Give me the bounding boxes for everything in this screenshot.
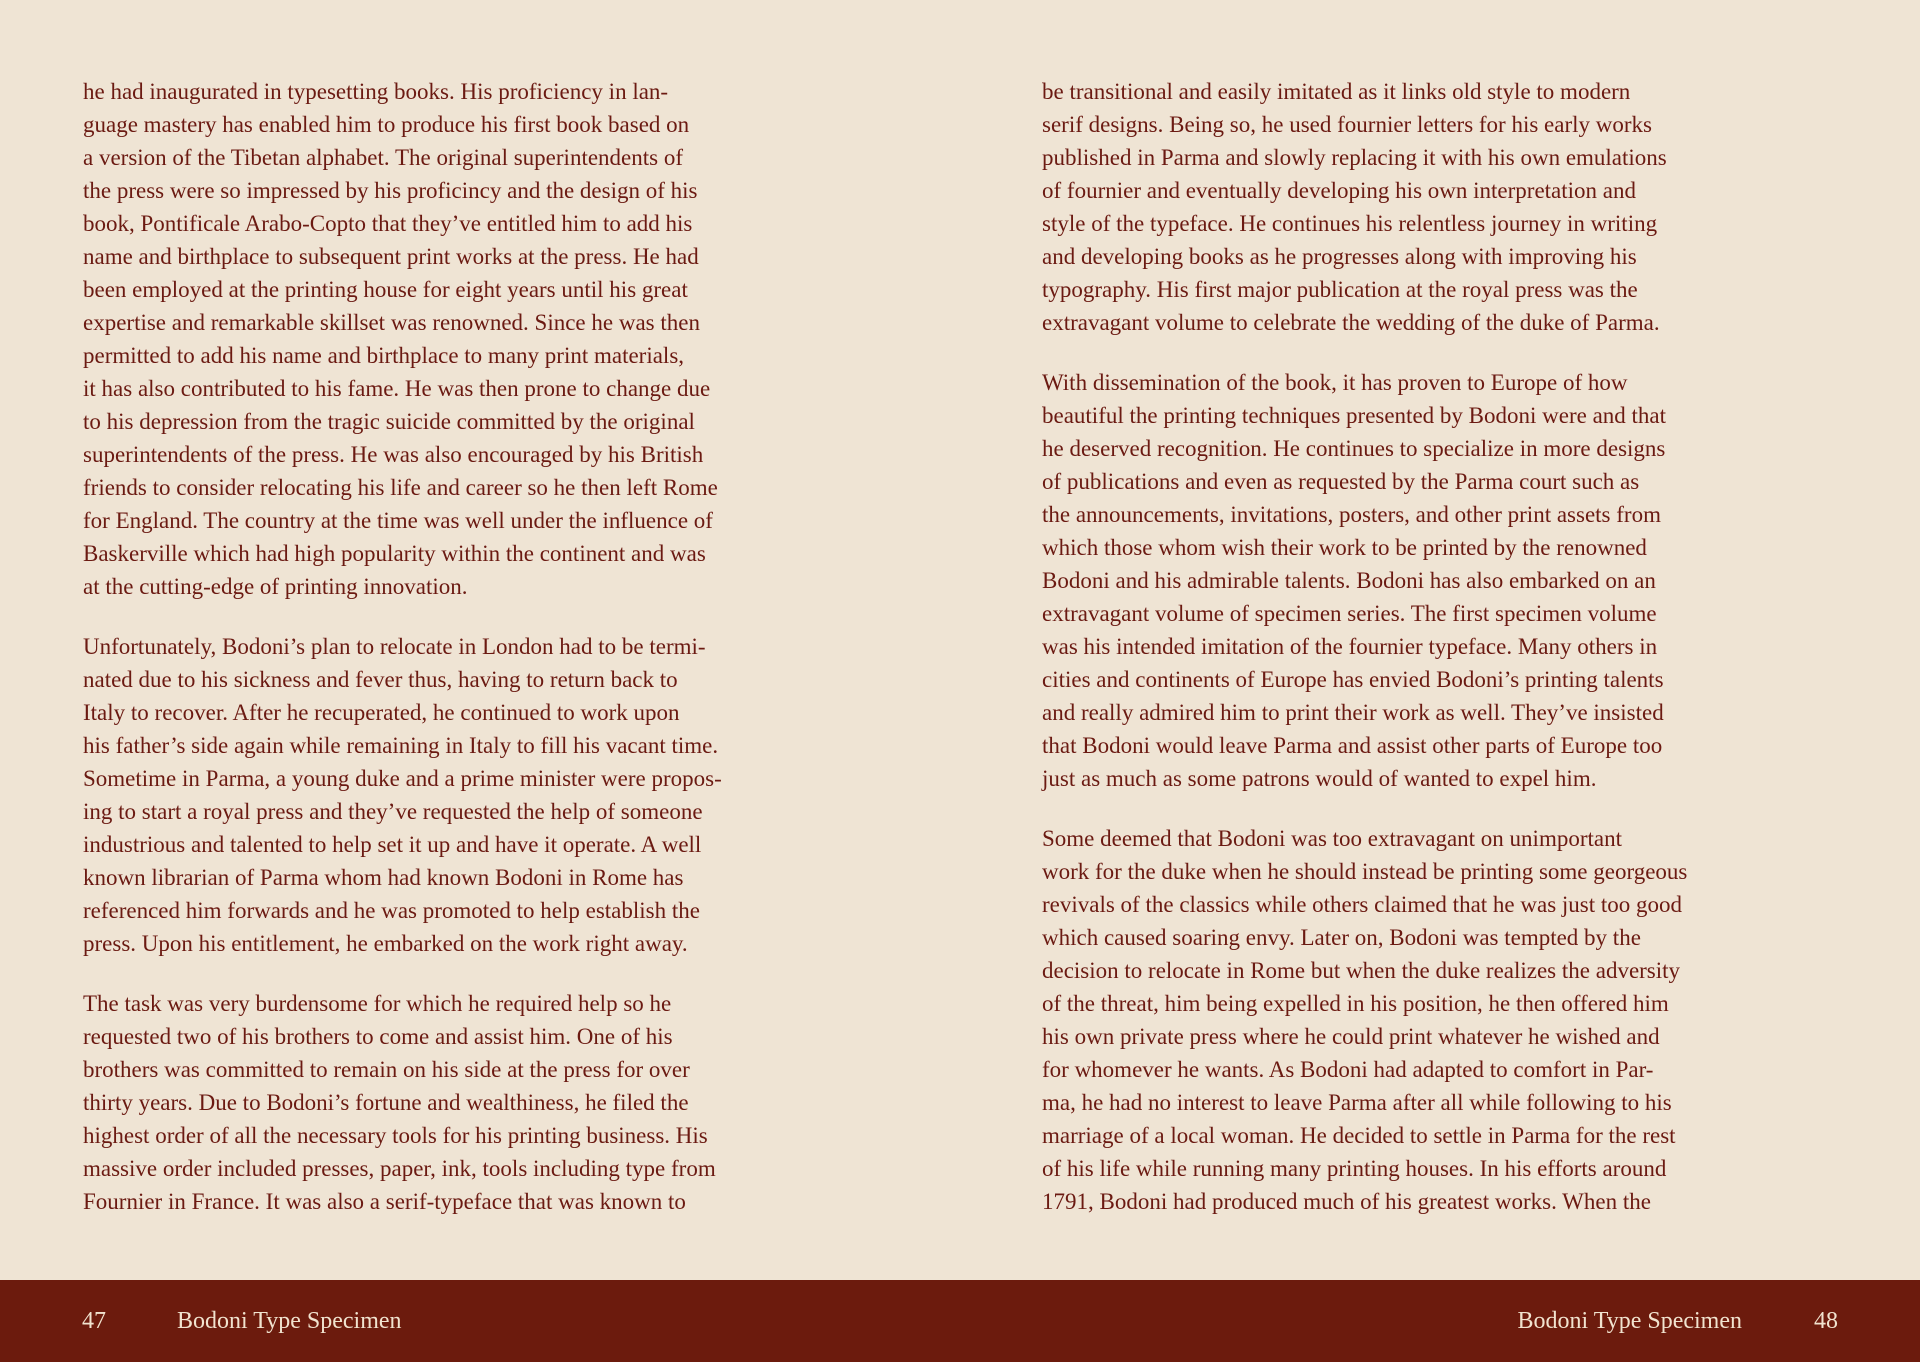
left-paragraph-2: Unfortunately, Bodoni’s plan to relocate in London had to be termi- nated due to his sickness and fever thus, having to return back to Italy to recover. After he recuperated, he continued to work upon his father’s side again while remaining in Italy to fill his vacant time. Sometime in Parma, a young duke and a prime minister were propos- ing to start a royal press and they’ve requested the help of someone industrious and talented to help set it up and have it operate. A well known librarian of Parma whom had known Bodoni in Rome has referenced him forwards and he was promoted to help establish the press. Upon his entitlement, he embarked on the work right away. [83, 634, 722, 956]
right-paragraph-3: Some deemed that Bodoni was too extravagant on unimportant work for the duke when he should instead be printing some georgeous revivals of the classics while others claimed that he was just too good which caused soaring envy. Later on, Bodoni was tempted by the decision to relocate in Rome but when the duke realizes the adversity of the threat, him being expelled in his position, he then offered him his own private press where he could print whatever he wished and for whomever he wants. As Bodoni had adapted to comfort in Par- ma, he had no interest to leave Parma after all while following to his marriage of a local woman. He decided to settle in Parma for the rest of his life while running many printing houses. In his efforts around 1791, Bodoni had produced much of his greatest works. When the [1042, 826, 1688, 1214]
right-page-text [1042, 75, 1852, 1245]
right-paragraph-1: be transitional and easily imitated as it links old style to modern serif designs. Being so, he used fournier letters for his early works published in Parma and slowly replacing it with his own emulations of fournier and eventually developing his own interpretation and style of the typeface. He continues his relentless journey in writing and developing books as he progresses along with improving his typography. His first major publication at the royal press was the extravagant volume to celebrate the wedding of the duke of Parma. [1042, 79, 1667, 335]
footer-bar [0, 1280, 1920, 1362]
left-paragraph-3: The task was very burdensome for which he required help so he requested two of his brothers to come and assist him. One of his brothers was committed to remain on his side at the press for over thirty years. Due to Bodoni’s fortune and wealthiness, he filed the highest order of all the necessary tools for his printing business. His massive order included presses, paper, ink, tools including type from Fournier in France. It was also a serif-typeface that was known to [83, 991, 716, 1214]
left-paragraph-1: he had inaugurated in typesetting books. His proficiency in lan- guage mastery has enabled him to produce his first book based on a version of the Tibetan alphabet. The original superintendents of the press were so impressed by his proficincy and the design of his book, Pontificale Arabo-Copto that they’ve entitled him to add his name and birthplace to subsequent print works at the press. He had been employed at the printing house for eight years until his great expertise and remarkable skillset was renowned. Since he was then permitted to add his name and birthplace to many print materials, it has also contributed to his fame. He was then prone to change due to his depression from the tragic suicide committed by the original superintendents of the press. He was also encouraged by his British friends to consider relocating his life and career so he then left Rome for England. The country at the time was well under the influence of Baskerville which had high popularity within the continent and was at the cutting-edge of printing innovation. [83, 79, 718, 599]
right-paragraph-2: With dissemination of the book, it has proven to Europe of how beautiful the printing techniques presented by Bodoni were and that he deserved recognition. He continues to specialize in more designs of publications and even as requested by the Parma court such as the announcements, invitations, posters, and other print assets from which those whom wish their work to be printed by the renowned Bodoni and his admirable talents. Bodoni has also embarked on an extravagant volume of specimen series. The first specimen volume was his intended imitation of the fournier typeface. Many others in cities and continents of Europe has envied Bodoni’s printing talents and really admired him to print their work as well. They’ve insisted that Bodoni would leave Parma and assist other parts of Europe too just as much as some patrons would of wanted to expel him. [1042, 370, 1667, 791]
left-page-text [83, 75, 893, 1245]
left-page-number: 47 [82, 1308, 106, 1334]
left-running-title: Bodoni Type Specimen [177, 1308, 402, 1334]
right-page-number: 48 [1814, 1308, 1838, 1334]
right-running-title: Bodoni Type Specimen [1517, 1308, 1742, 1334]
